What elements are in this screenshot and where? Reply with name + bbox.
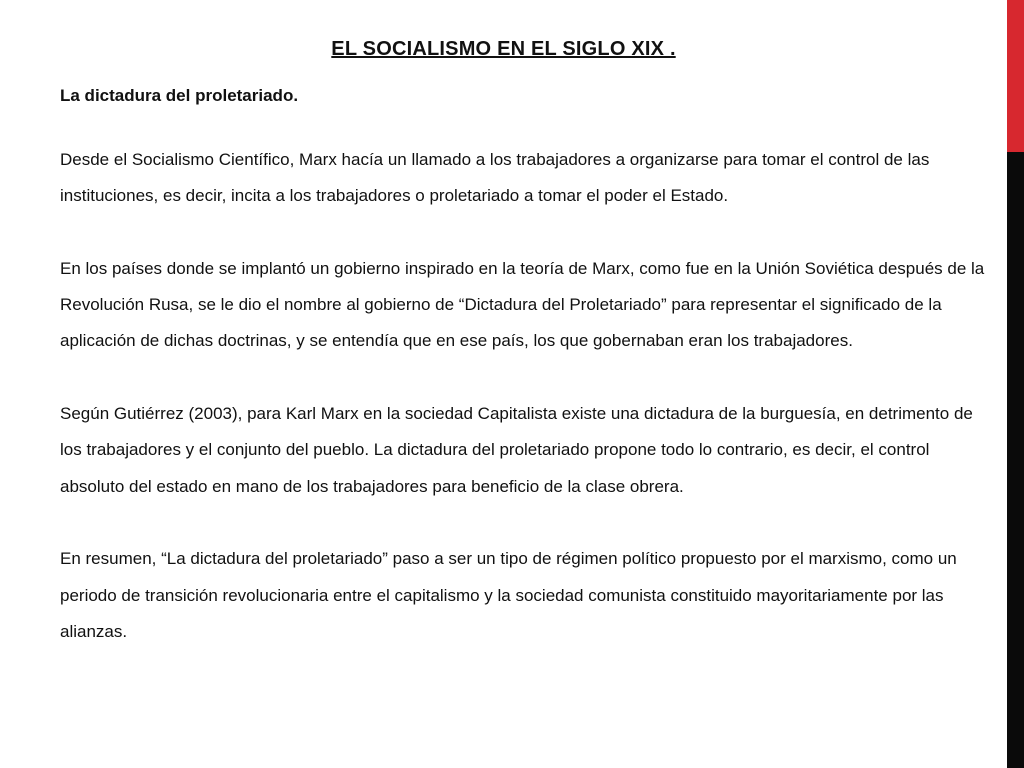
paragraph: Según Gutiérrez (2003), para Karl Marx en la sociedad Capitalista existe una dictadura de la burguesía, en detrimento de los trabajadores y el conjunto del pueblo. La dictadura del proletariado propone todo lo contrario, es decir, el control absoluto del estado en mano de los trabajadores para beneficio de la clase obrera. [60, 404, 973, 496]
side-bar-black-segment [1007, 152, 1024, 768]
slide-subtitle: La dictadura del proletariado. [60, 86, 299, 105]
decorative-side-bar [1007, 0, 1024, 768]
paragraph: En los países donde se implantó un gobierno inspirado en la teoría de Marx, como fue en la Unión Soviética después de la Revolución Rusa, se le dio el nombre al gobierno de “Dictadura del Proletariado” para representar el significado de la aplicación de dichas doctrinas, y se entendía que en ese país, los que gobernaban eran los trabajadores. [60, 258, 985, 351]
slide-title: EL SOCIALISMO EN EL SIGLO XIX . [331, 38, 676, 60]
paragraph: En resumen, “La dictadura del proletariado” paso a ser un tipo de régimen político propuesto por el marxismo, como un periodo de transición revolucionaria entre el capitalismo y la sociedad comunista constituido mayoritariamente por las alianzas. [60, 549, 957, 641]
paragraph: Desde el Socialismo Científico, Marx hacía un llamado a los trabajadores a organizarse para tomar el control de las instituciones, es decir, incita a los trabajadores o proletariado a tomar el poder el Estado. [60, 150, 930, 206]
side-bar-red-segment [1007, 0, 1024, 152]
slide-body [60, 142, 990, 650]
